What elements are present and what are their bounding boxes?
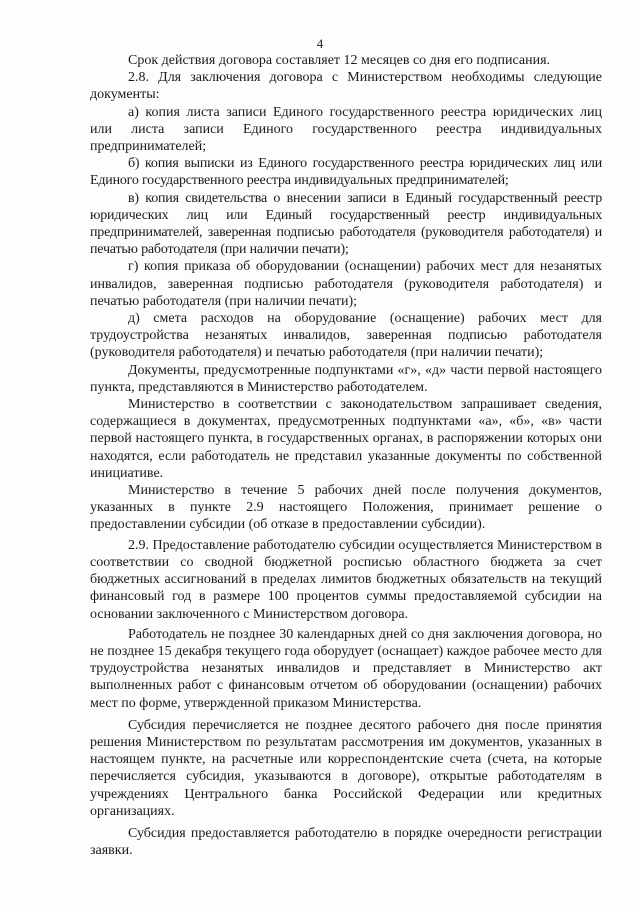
paragraph-item-a: а) копия листа записи Единого государственного реестра юридических лиц или листа записи Единого государственного реестра индивидуальных предпринимателей; [90, 104, 602, 155]
page-number: 4 [316, 36, 324, 51]
document-body [90, 52, 602, 859]
paragraph-2-8: 2.8. Для заключения договора с Министерством необходимы следующие документы: [90, 70, 602, 103]
paragraph-decision: Министерство в течение 5 рабочих дней после получения документов, указанных в пункте 2.9 настоящего Положения, принимает решение о предоставлении субсидии (об отказе в предоставлении субсидии). [90, 483, 602, 533]
paragraph-documents: Документы, предусмотренные подпунктами «г», «д» части первой настоящего пункта, представляются в Министерство работодателем. [90, 362, 602, 395]
paragraph-term: Срок действия договора составляет 12 месяцев со дня его подписания. [128, 53, 551, 68]
paragraph-transfer: Субсидия перечисляется не позднее десятого рабочего дня после принятия решения Министерством по результатам рассмотрения им документов, указанных в настоящем пункте, на расчетные или корреспондентские счета (счета, на которые перечисляется субсидия, указываются в договоре), открытые работодателям в учреждениях Центрального банка Российской Федерации или кредитных организациях. [90, 717, 602, 819]
paragraph-item-g: г) копия приказа об оборудовании (оснащении) рабочих мест для незанятых инвалидов, заверенная подписью работодателя (руководителя работодателя) и печатью работодателя (при наличии печати); [90, 259, 602, 309]
paragraph-item-b: б) копия выписки из Единого государственного реестра юридических лиц или Единого государственного реестра индивидуальных предпринимателей; [90, 156, 602, 189]
paragraph-item-v: в) копия свидетельства о внесении записи в Единый государственный реестр юридических лиц или Единый государственный реестр индивидуальных предпринимателей, заверенная подписью работодателя (руководителя работодателя) и печатью работодателя (при наличии печати); [90, 190, 602, 258]
paragraph-2-9: 2.9. Предоставление работодателю субсидии осуществляется Министерством в соответствии со сводной бюджетной росписью областного бюджета за счет бюджетных ассигнований в пределах лимитов бюджетных обязательств на текущий финансовый год в размере 100 процентов суммы предоставляемой субсидии на основании заключенного с Министерством договора. [90, 537, 602, 622]
paragraph-item-d: д) смета расходов на оборудование (оснащение) рабочих мест для трудоустройства незанятых инвалидов, заверенная подписью работодателя (руководителя работодателя) и печатью работодателя (при наличии печати); [90, 311, 602, 361]
paragraph-order: Субсидия предоставляется работодателю в порядке очередности регистрации заявки. [90, 825, 602, 859]
paragraph-employer-deadline: Работодатель не позднее 30 календарных дней со дня заключения договора, но не позднее 15 декабря текущего года оборудует (оснащает) каждое рабочее место для трудоустройства незанятых инвалидов и представляет в Министерство акт выполненных работ с финансовым отчетом об оборудовании (оснащении) рабочих мест по форме, утвержденной приказом Министерства. [90, 626, 602, 711]
paragraph-ministry-request: Министерство в соответствии с законодательством запрашивает сведения, содержащиеся в документах, предусмотренных подпунктами «а», «б», «в» части первой настоящего пункта, в государственных органах, в распоряжении которых они находятся, если работодатель не представил указанные документы по собственной инициативе. [90, 397, 602, 481]
